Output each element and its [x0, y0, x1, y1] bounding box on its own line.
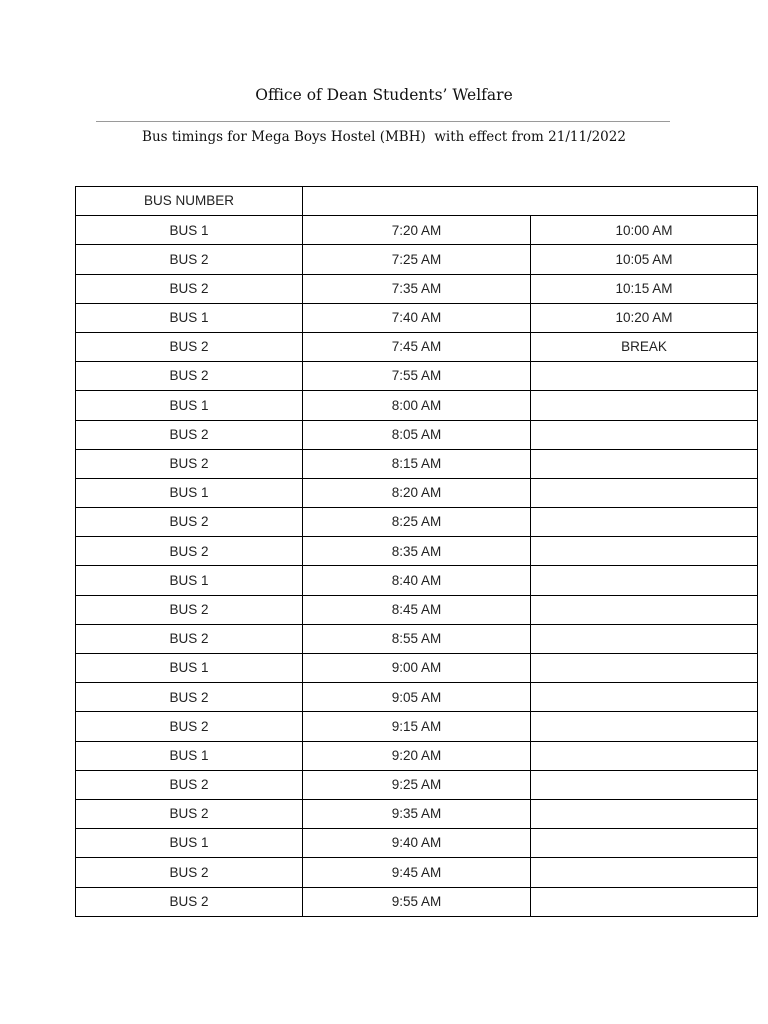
departure-time-cell: 9:55 AM [303, 887, 531, 916]
bus-number-cell: BUS 2 [76, 683, 303, 712]
table-row [76, 508, 758, 537]
table-row [76, 420, 758, 449]
table-row [76, 683, 758, 712]
later-departure-cell [531, 362, 758, 391]
bus-number-cell: BUS 2 [76, 274, 303, 303]
table-body [76, 187, 758, 917]
bus-number-cell: BUS 1 [76, 654, 303, 683]
table-row [76, 449, 758, 478]
bus-number-cell: BUS 2 [76, 858, 303, 887]
departure-time-cell: 8:15 AM [303, 449, 531, 478]
later-departure-cell [531, 887, 758, 916]
table-row [76, 595, 758, 624]
bus-number-cell: BUS 2 [76, 420, 303, 449]
table-row [76, 829, 758, 858]
later-departure-cell [531, 449, 758, 478]
later-departure-cell: 10:00 AM [531, 216, 758, 245]
later-departure-cell [531, 566, 758, 595]
later-departure-cell [531, 654, 758, 683]
later-departure-cell [531, 391, 758, 420]
bus-number-cell: BUS 1 [76, 478, 303, 507]
bus-number-cell: BUS 2 [76, 508, 303, 537]
bus-number-cell: BUS 2 [76, 712, 303, 741]
later-departure-cell [531, 420, 758, 449]
departure-time-cell: 9:45 AM [303, 858, 531, 887]
table-row [76, 654, 758, 683]
bus-number-cell: BUS 2 [76, 449, 303, 478]
later-departure-cell [531, 770, 758, 799]
bus-number-cell: BUS 2 [76, 624, 303, 653]
page-title: Office of Dean Students’ Welfare [255, 86, 513, 104]
page-subtitle: Bus timings for Mega Boys Hostel (MBH) with effect from 21/11/2022 [142, 129, 626, 145]
bus-number-cell: BUS 2 [76, 332, 303, 361]
table-row [76, 332, 758, 361]
table-row [76, 566, 758, 595]
later-departure-cell [531, 741, 758, 770]
table-row [76, 858, 758, 887]
later-departure-cell [531, 712, 758, 741]
table-row [76, 799, 758, 828]
bus-number-header: BUS NUMBER [76, 187, 303, 216]
departure-time-cell: 7:40 AM [303, 303, 531, 332]
bus-number-cell: BUS 2 [76, 245, 303, 274]
departure-time-cell: 9:35 AM [303, 799, 531, 828]
departure-time-cell: 8:55 AM [303, 624, 531, 653]
bus-number-cell: BUS 1 [76, 741, 303, 770]
table-row [76, 391, 758, 420]
departure-time-cell: 9:00 AM [303, 654, 531, 683]
departure-time-cell: 7:25 AM [303, 245, 531, 274]
departure-time-cell: 9:25 AM [303, 770, 531, 799]
table-row [76, 478, 758, 507]
departure-time-cell: 7:45 AM [303, 332, 531, 361]
timings-header-cell [303, 187, 758, 216]
bus-number-cell: BUS 2 [76, 537, 303, 566]
table-row [76, 245, 758, 274]
title-divider [96, 121, 670, 122]
table-row [76, 362, 758, 391]
bus-number-cell: BUS 2 [76, 362, 303, 391]
table-row [76, 303, 758, 332]
later-departure-cell [531, 683, 758, 712]
table-row [76, 624, 758, 653]
later-departure-cell: BREAK [531, 332, 758, 361]
bus-number-cell: BUS 2 [76, 799, 303, 828]
departure-time-cell: 7:20 AM [303, 216, 531, 245]
departure-time-cell: 9:05 AM [303, 683, 531, 712]
departure-time-cell: 8:00 AM [303, 391, 531, 420]
table-row [76, 274, 758, 303]
bus-number-cell: BUS 2 [76, 595, 303, 624]
bus-timings-table [75, 186, 758, 917]
table-row [76, 537, 758, 566]
table-row [76, 712, 758, 741]
later-departure-cell [531, 799, 758, 828]
bus-number-cell: BUS 1 [76, 566, 303, 595]
departure-time-cell: 9:40 AM [303, 829, 531, 858]
table-row [76, 741, 758, 770]
departure-time-cell: 9:15 AM [303, 712, 531, 741]
later-departure-cell [531, 829, 758, 858]
later-departure-cell [531, 595, 758, 624]
departure-time-cell: 8:35 AM [303, 537, 531, 566]
departure-time-cell: 8:45 AM [303, 595, 531, 624]
later-departure-cell: 10:15 AM [531, 274, 758, 303]
departure-time-cell: 9:20 AM [303, 741, 531, 770]
table-row [76, 770, 758, 799]
later-departure-cell [531, 537, 758, 566]
departure-time-cell: 8:40 AM [303, 566, 531, 595]
bus-number-cell: BUS 2 [76, 887, 303, 916]
table-header-row [76, 187, 758, 216]
departure-time-cell: 7:55 AM [303, 362, 531, 391]
later-departure-cell: 10:05 AM [531, 245, 758, 274]
later-departure-cell [531, 508, 758, 537]
departure-time-cell: 7:35 AM [303, 274, 531, 303]
bus-number-cell: BUS 2 [76, 770, 303, 799]
departure-time-cell: 8:05 AM [303, 420, 531, 449]
bus-number-cell: BUS 1 [76, 303, 303, 332]
later-departure-cell [531, 858, 758, 887]
later-departure-cell [531, 624, 758, 653]
later-departure-cell: 10:20 AM [531, 303, 758, 332]
later-departure-cell [531, 478, 758, 507]
bus-number-cell: BUS 1 [76, 391, 303, 420]
table-row [76, 216, 758, 245]
departure-time-cell: 8:20 AM [303, 478, 531, 507]
departure-time-cell: 8:25 AM [303, 508, 531, 537]
bus-number-cell: BUS 1 [76, 829, 303, 858]
bus-number-cell: BUS 1 [76, 216, 303, 245]
table-row [76, 887, 758, 916]
